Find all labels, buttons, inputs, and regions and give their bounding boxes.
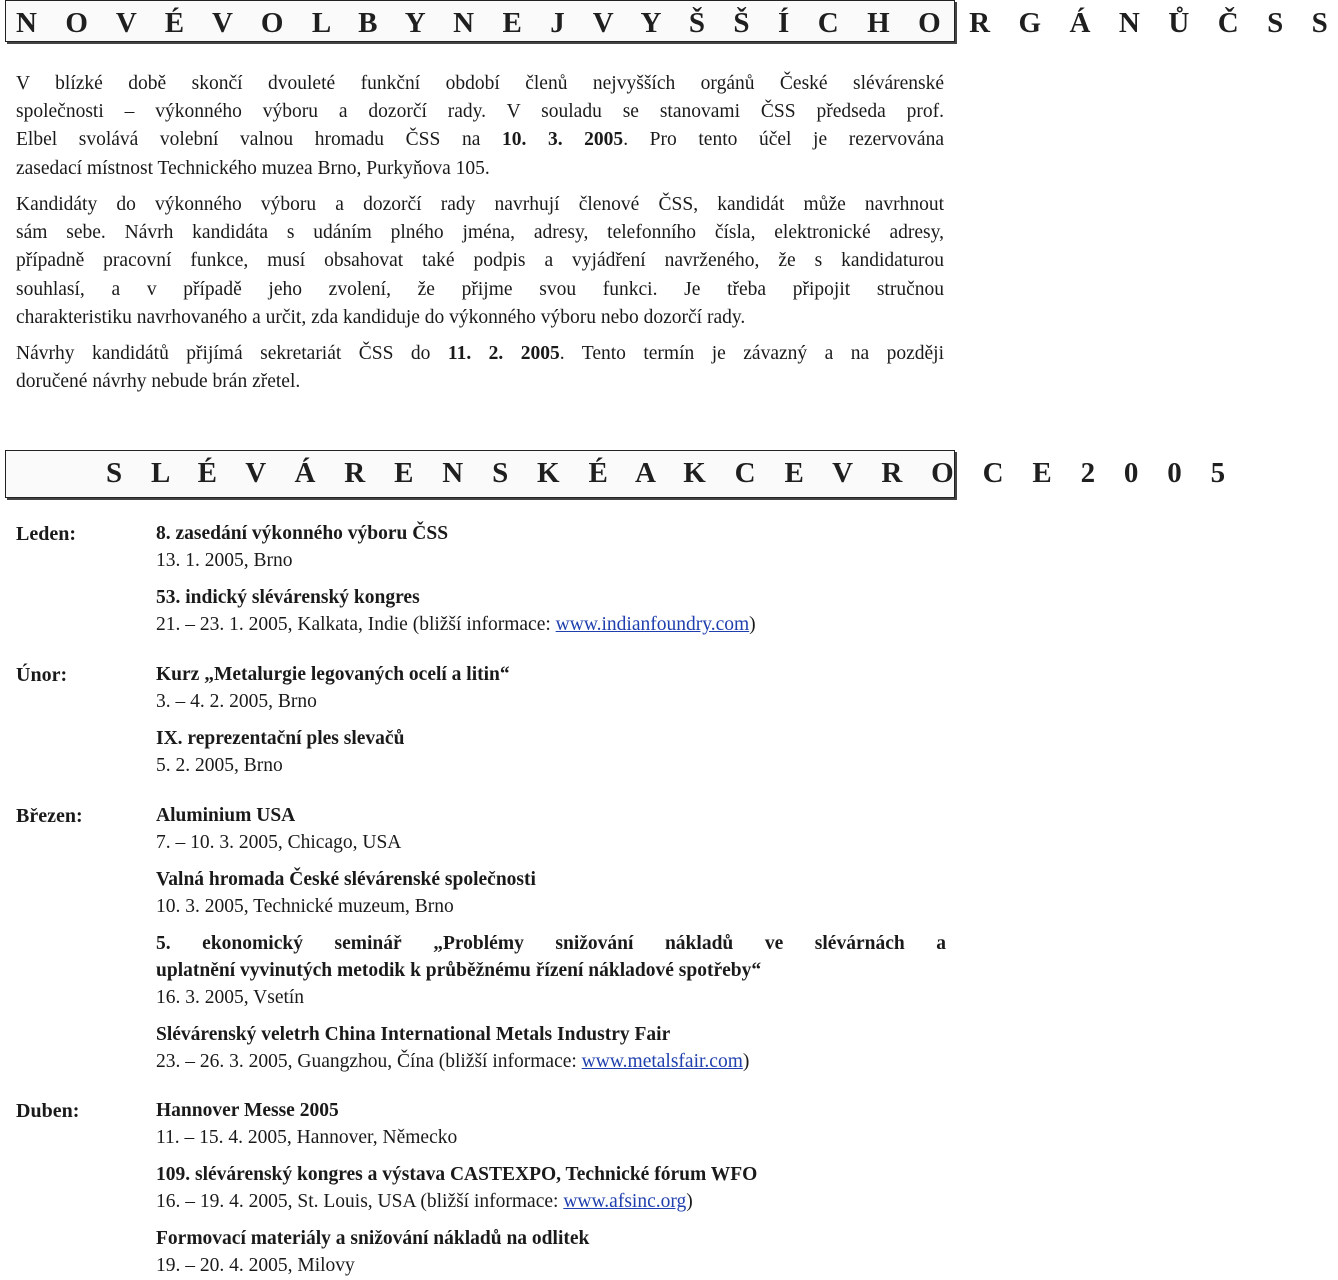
- paragraph-candidates: [16, 191, 944, 332]
- month-label-march: Březen:: [16, 805, 83, 827]
- event-item: [156, 802, 946, 856]
- event-date: 21. – 23. 1. 2005, Kalkata, Indie (bližší informace: www.indianfoundry.com): [156, 614, 756, 635]
- event-date: 13. 1. 2005, Brno: [156, 550, 293, 571]
- deadline-date: 11. 2. 2005: [447, 343, 560, 364]
- event-title: Valná hromada České slévárenské společnosti: [156, 869, 536, 890]
- event-item: [156, 866, 946, 920]
- event-item: [156, 725, 946, 779]
- text-line: charakteristiku navrhovaného a určit, zda kandiduje do výkonného výboru nebo dozorčí rady.: [16, 306, 746, 328]
- month-label-january: Leden:: [16, 523, 76, 545]
- paragraph-elections-announcement: [16, 70, 944, 183]
- event-title: Kurz „Metalurgie legovaných ocelí a litin“: [156, 664, 510, 685]
- event-date: 23. – 26. 3. 2005, Guangzhou, Čína (bližší informace: www.metalsfair.com): [156, 1051, 750, 1072]
- event-title: 5. ekonomický seminář „Problémy snižování nákladů ve slévárnách a: [156, 933, 946, 954]
- event-item: [156, 1021, 946, 1075]
- event-date: 16. 3. 2005, Vsetín: [156, 987, 305, 1008]
- text-line: Elbel svolává volební valnou hromadu ČSS na 10. 3. 2005. Pro tento účel je rezervována: [16, 129, 944, 151]
- text-line: Návrhy kandidátů přijímá sekretariát ČSS do 11. 2. 2005. Tento termín je závazný a na později: [16, 343, 945, 364]
- event-title: Hannover Messe 2005: [156, 1100, 339, 1121]
- event-title: 8. zasedání výkonného výboru ČSS: [156, 523, 449, 544]
- event-date: 19. – 20. 4. 2005, Milovy: [156, 1255, 355, 1276]
- event-title: 109. slévárenský kongres a výstava CASTEXPO, Technické fórum WFO: [156, 1164, 758, 1185]
- event-item: [156, 661, 946, 715]
- text-line: sám sebe. Návrh kandidáta s udáním plného jména, adresy, telefonního čísla, elektronické adresy,: [16, 222, 944, 244]
- event-item: [156, 1225, 946, 1279]
- event-title: Slévárenský veletrh China International Metals Industry Fair: [156, 1024, 671, 1045]
- event-item: [156, 1097, 946, 1151]
- event-item: [156, 520, 946, 574]
- event-date: 10. 3. 2005, Technické muzeum, Brno: [156, 896, 454, 917]
- month-label-april: Duben:: [16, 1100, 80, 1122]
- event-title: uplatnění vyvinutých metodik k průběžnému řízení nákladové spotřeby“: [156, 960, 762, 981]
- meeting-date: 10. 3. 2005: [501, 129, 624, 151]
- event-date: 16. – 19. 4. 2005, St. Louis, USA (bližší informace: www.afsinc.org): [156, 1191, 693, 1212]
- event-item: [156, 584, 946, 638]
- heading-box-elections: [5, 0, 1338, 42]
- text-line: zasedací místnost Technického muzea Brno, Purkyňova 105.: [16, 157, 490, 179]
- event-date: 11. – 15. 4. 2005, Hannover, Německo: [156, 1127, 458, 1148]
- link-indianfoundry[interactable]: www.indianfoundry.com: [555, 614, 750, 635]
- event-date: 7. – 10. 3. 2005, Chicago, USA: [156, 832, 402, 853]
- event-title: Aluminium USA: [156, 805, 296, 826]
- event-date: 5. 2. 2005, Brno: [156, 755, 283, 776]
- text-line: souhlasí, a v případě jeho zvolení, že přijme svou funkci. Je třeba připojit stručnou: [16, 278, 944, 300]
- event-item: [156, 1161, 946, 1215]
- event-item: [156, 930, 946, 1011]
- text-line: doručené návrhy nebude brán zřetel.: [16, 371, 301, 393]
- heading-box-events: [5, 450, 1236, 498]
- text-line: Kandidáty do výkonného výboru a dozorčí rady navrhují členové ČSS, kandidát může navrhnout: [16, 194, 944, 215]
- link-metalsfair[interactable]: www.metalsfair.com: [581, 1051, 743, 1072]
- heading-events: S L É V Á R E N S K É A K C E V R O C E 2 0 0 5: [106, 457, 1236, 489]
- paragraph-deadline: [16, 340, 944, 396]
- month-label-february: Únor:: [16, 664, 68, 686]
- heading-elections: N O V É V O L B Y N E J V Y Š Š Í C H O R G Á N Ů Č S S: [16, 7, 1338, 39]
- text-line: společnosti – výkonného výboru a dozorčí rady. V souladu se stanovami ČSS předseda prof.: [16, 101, 944, 123]
- event-date: 3. – 4. 2. 2005, Brno: [156, 691, 317, 712]
- link-afsinc[interactable]: www.afsinc.org: [563, 1191, 687, 1212]
- event-title: Formovací materiály a snižování nákladů na odlitek: [156, 1228, 590, 1249]
- event-title: IX. reprezentační ples slevačů: [156, 728, 405, 749]
- text-line: V blízké době skončí dvouleté funkční období členů nejvyšších orgánů České slévárenské: [16, 73, 944, 94]
- text-line: případně pracovní funkce, musí obsahovat také podpis a vyjádření navrženého, že s kandidaturou: [16, 250, 944, 272]
- event-title: 53. indický slévárenský kongres: [156, 587, 420, 608]
